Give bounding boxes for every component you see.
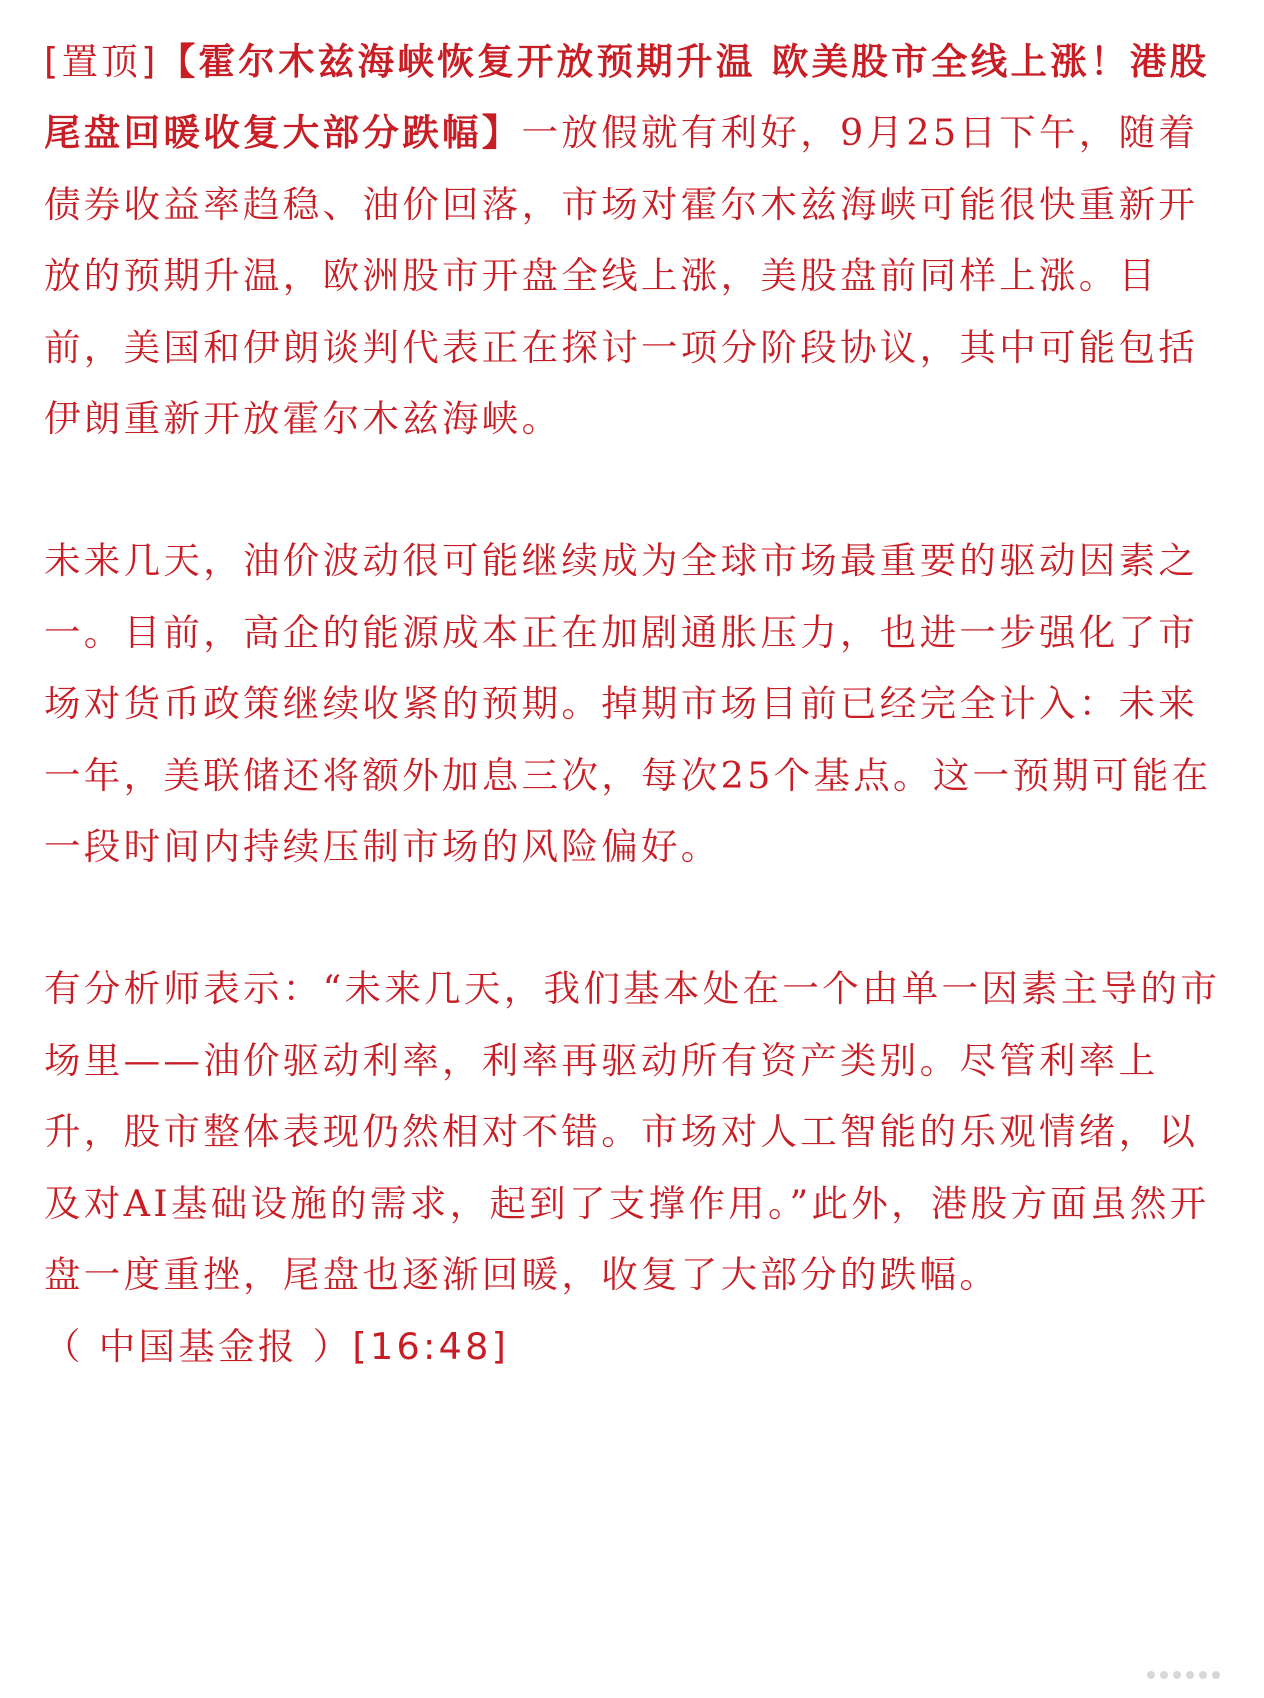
paragraph-1 [44, 26, 1224, 454]
source-label: （ 中国基金报 ） [44, 1324, 353, 1368]
source-line [44, 1311, 1224, 1382]
headline: 【霍尔木兹海峡恢复开放预期升温 欧美股市全线上涨！港股尾盘回暖收复大部分跌幅】 [44, 40, 1210, 155]
watermark-dot-icon [1173, 1671, 1181, 1679]
watermark-dot-icon [1186, 1671, 1194, 1679]
paragraph-2 [44, 525, 1224, 882]
paragraph-1-body: 一放假就有利好，9月25日下午，随着债券收益率趋稳、油价回落，市场对霍尔木兹海峡可能很快重新开放的预期升温，欧洲股市开盘全线上涨，美股盘前同样上涨。目前，美国和伊朗谈判代表正在探讨一项分阶段协议，其中可能包括伊朗重新开放霍尔木兹海峡。 [44, 111, 1199, 441]
pinned-tag: [置顶] [44, 40, 159, 83]
paragraph-spacer [44, 454, 1224, 525]
watermark-dot-icon [1199, 1671, 1207, 1679]
paragraph-2-body: 未来几天，油价波动很可能继续成为全球市场最重要的驱动因素之一。目前，高企的能源成本正在加剧通胀压力，也进一步强化了市场对货币政策继续收紧的预期。掉期市场目前已经完全计入：未来一年，美联储还将额外加息三次，每次25个基点。这一预期可能在一段时间内持续压制市场的风险偏好。 [44, 539, 1212, 869]
paragraph-spacer [44, 882, 1224, 953]
paragraph-3 [44, 953, 1224, 1381]
watermark-dot-icon [1160, 1671, 1168, 1679]
watermark-dot-icon [1212, 1671, 1220, 1679]
image-watermark-dots [1147, 1671, 1220, 1679]
timestamp: [16:48] [352, 1324, 510, 1368]
watermark-dot-icon [1147, 1671, 1155, 1679]
paragraph-3-body: 有分析师表示：“未来几天，我们基本处在一个由单一因素主导的市场里——油价驱动利率，利率再驱动所有资产类别。尽管利率上升，股市整体表现仍然相对不错。市场对人工智能的乐观情绪，以及对AI基础设施的需求，起到了支撑作用。”此外，港股方面虽然开盘一度重挫，尾盘也逐渐回暖，收复了大部分的跌幅。 [44, 967, 1221, 1297]
news-post [44, 26, 1224, 1382]
